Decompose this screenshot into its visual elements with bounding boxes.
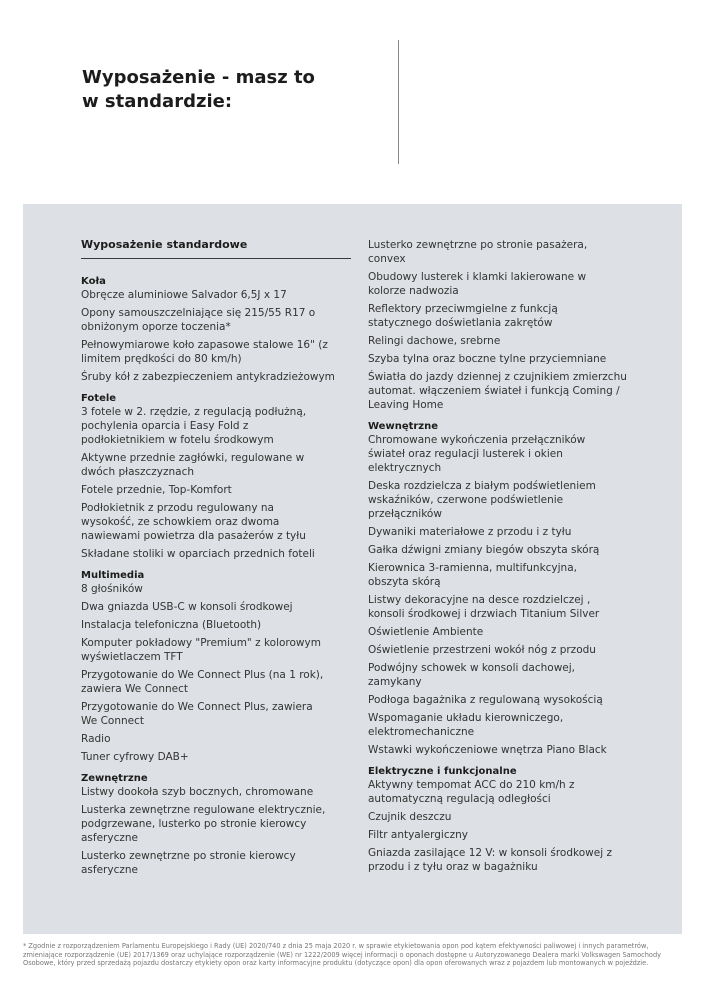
equipment-item-line: Filtr antyalergiczny bbox=[368, 829, 468, 841]
equipment-item-line: Gałka dźwigni zmiany biegów obszyta skórą bbox=[368, 544, 600, 556]
equipment-item-line: Śruby kół z zabezpieczeniem antykradzieżowym bbox=[81, 371, 335, 383]
equipment-section bbox=[81, 772, 351, 877]
equipment-item-line: wysokość, ze schowkiem oraz dwoma bbox=[81, 516, 280, 528]
equipment-item-line: Podłokietnik z przodu regulowany na bbox=[81, 502, 274, 514]
equipment-section bbox=[81, 569, 351, 764]
equipment-item bbox=[81, 618, 351, 632]
footnote: * Zgodnie z rozporządzeniem Parlamentu Europejskiego i Rady (UE) 2020/740 z dnia 25 maja 2020 r. w sprawie etykietowania opon pod kątem efektywności paliwowej i innych parametrów, zmieniające rozporządzenie (UE) 2017/1369 oraz uchylające rozporządzenie (WE) nr 1222/2009 więcej informacji o oponach dostępne u Autoryzowanego Dealera marki Volkswagen Samochody Osobowe, który przed sprzedażą pojazdu dostarczy etykiety opon oraz karty informacyjne produktu (dotyczące opon) dla opon oferowanych wraz z pojazdem lub montowanych w pojeździe. bbox=[23, 942, 662, 968]
equipment-item bbox=[368, 828, 638, 842]
equipment-item-line: świateł oraz regulacji lusterek i okien bbox=[368, 448, 563, 460]
equipment-item-line: Składane stoliki w oparciach przednich foteli bbox=[81, 548, 315, 560]
equipment-item-line: Światła do jazdy dziennej z czujnikiem zmierzchu bbox=[368, 371, 627, 383]
equipment-item-line: Reflektory przeciwmgielne z funkcją bbox=[368, 303, 558, 315]
equipment-item-line: Oświetlenie Ambiente bbox=[368, 626, 484, 638]
equipment-item-line: Lusterko zewnętrzne po stronie pasażera, bbox=[368, 239, 588, 251]
equipment-item bbox=[368, 593, 638, 621]
equipment-item bbox=[368, 743, 638, 757]
equipment-item-line: Obręcze aluminiowe Salvador 6,5J x 17 bbox=[81, 289, 287, 301]
equipment-item bbox=[81, 668, 351, 696]
equipment-item bbox=[81, 803, 351, 845]
equipment-item-line: wyświetlaczem TFT bbox=[81, 651, 183, 663]
equipment-section bbox=[81, 392, 351, 561]
equipment-item-line: 3 fotele w 2. rzędzie, z regulacją podłużną, bbox=[81, 406, 307, 418]
equipment-item bbox=[81, 501, 351, 543]
equipment-item-line: Deska rozdzielcza z białym podświetleniem bbox=[368, 480, 596, 492]
page-title bbox=[82, 66, 315, 114]
equipment-section-title: Zewnętrzne bbox=[81, 773, 148, 784]
equipment-item-line: Dwa gniazda USB-C w konsoli środkowej bbox=[81, 601, 293, 613]
equipment-item-line: Wstawki wykończeniowe wnętrza Piano Black bbox=[368, 744, 607, 756]
equipment-item-line: automat. włączeniem świateł i funkcją Coming / bbox=[368, 385, 620, 397]
equipment-item-line: Fotele przednie, Top-Komfort bbox=[81, 484, 232, 496]
equipment-item-line: Oświetlenie przestrzeni wokół nóg z przodu bbox=[368, 644, 596, 656]
equipment-item bbox=[368, 270, 638, 298]
equipment-item bbox=[368, 543, 638, 557]
equipment-item bbox=[368, 561, 638, 589]
equipment-item bbox=[368, 370, 638, 412]
equipment-item-line: We Connect bbox=[81, 715, 144, 727]
right-column bbox=[368, 238, 638, 878]
equipment-item-line: Aktywne przednie zagłówki, regulowane w bbox=[81, 452, 305, 464]
equipment-item-line: Chromowane wykończenia przełączników bbox=[368, 434, 586, 446]
equipment-section-title: Koła bbox=[81, 276, 106, 287]
equipment-item-line: Obudowy lusterek i klamki lakierowane w bbox=[368, 271, 587, 283]
equipment-item-line: kolorze nadwozia bbox=[368, 285, 459, 297]
equipment-item-line: wskaźników, czerwone podświetlenie bbox=[368, 494, 564, 506]
equipment-item-line: statycznego doświetlania zakrętów bbox=[368, 317, 553, 329]
equipment-item-line: dwóch płaszczyznach bbox=[81, 466, 195, 478]
equipment-item bbox=[368, 711, 638, 739]
equipment-item-line: nawiewami powietrza dla pasażerów z tyłu bbox=[81, 530, 306, 542]
equipment-item bbox=[81, 370, 351, 384]
equipment-item-line: pochylenia oparcia i Easy Fold z bbox=[81, 420, 249, 432]
equipment-item-line: convex bbox=[368, 253, 406, 265]
divider-line bbox=[398, 40, 399, 164]
equipment-item-line: Relingi dachowe, srebrne bbox=[368, 335, 501, 347]
equipment-item-line: Podłoga bagażnika z regulowaną wysokością bbox=[368, 694, 603, 706]
equipment-item bbox=[81, 451, 351, 479]
equipment-item-line: limitem prędkości do 80 km/h) bbox=[81, 353, 242, 365]
equipment-item-line: obniżonym oporze toczenia* bbox=[81, 321, 231, 333]
equipment-item bbox=[81, 582, 351, 596]
equipment-item bbox=[81, 785, 351, 799]
equipment-item bbox=[368, 846, 638, 874]
equipment-item bbox=[81, 405, 351, 447]
equipment-section-title: Multimedia bbox=[81, 570, 145, 581]
equipment-item-line: automatyczną regulacją odległości bbox=[368, 793, 551, 805]
equipment-item-line: Wspomaganie układu kierowniczego, bbox=[368, 712, 564, 724]
equipment-item-line: elektromechaniczne bbox=[368, 726, 475, 738]
equipment-item-line: asferyczne bbox=[81, 832, 138, 844]
equipment-section bbox=[368, 420, 638, 757]
page-title-line: Wyposażenie - masz to bbox=[82, 67, 315, 88]
page-title-line: w standardzie: bbox=[82, 91, 233, 112]
equipment-item-line: Lusterka zewnętrzne regulowane elektrycznie, bbox=[81, 804, 326, 816]
equipment-item-line: zawiera We Connect bbox=[81, 683, 188, 695]
equipment-item-line: Lusterko zewnętrzne po stronie kierowcy bbox=[81, 850, 296, 862]
equipment-item bbox=[81, 750, 351, 764]
equipment-item-line: Szyba tylna oraz boczne tylne przyciemniane bbox=[368, 353, 607, 365]
equipment-section-title: Wewnętrzne bbox=[368, 421, 439, 432]
equipment-item-line: Listwy dekoracyjne na desce rozdzielczej , bbox=[368, 594, 591, 606]
equipment-item bbox=[368, 334, 638, 348]
equipment-item-line: Tuner cyfrowy DAB+ bbox=[81, 751, 189, 763]
equipment-item bbox=[368, 625, 638, 639]
equipment-item-line: przodu i z tyłu oraz w bagażniku bbox=[368, 861, 538, 873]
equipment-item-line: konsoli środkowej i drzwiach Titanium Silver bbox=[368, 608, 600, 620]
equipment-item bbox=[368, 352, 638, 366]
equipment-item-line: Gniazda zasilające 12 V: w konsoli środkowej z bbox=[368, 847, 612, 859]
equipment-item-line: 8 głośników bbox=[81, 583, 143, 595]
equipment-item-line: zamykany bbox=[368, 676, 422, 688]
equipment-item bbox=[81, 483, 351, 497]
equipment-item bbox=[81, 700, 351, 728]
equipment-item-line: Instalacja telefoniczna (Bluetooth) bbox=[81, 619, 262, 631]
equipment-item-line: obszyta skórą bbox=[368, 576, 441, 588]
equipment-item-line: Przygotowanie do We Connect Plus (na 1 rok), bbox=[81, 669, 324, 681]
equipment-item-line: Opony samouszczelniające się 215/55 R17 o bbox=[81, 307, 316, 319]
equipment-item bbox=[81, 288, 351, 302]
equipment-item-line: Kierownica 3-ramienna, multifunkcyjna, bbox=[368, 562, 577, 574]
equipment-item bbox=[368, 525, 638, 539]
equipment-item bbox=[81, 849, 351, 877]
equipment-item bbox=[368, 433, 638, 475]
equipment-item-line: asferyczne bbox=[81, 864, 138, 876]
equipment-item bbox=[81, 547, 351, 561]
equipment-section-title: Fotele bbox=[81, 393, 117, 404]
equipment-item bbox=[81, 600, 351, 614]
equipment-item-line: Aktywny tempomat ACC do 210 km/h z bbox=[368, 779, 575, 791]
equipment-item bbox=[81, 732, 351, 746]
equipment-item-line: Przygotowanie do We Connect Plus, zawiera bbox=[81, 701, 313, 713]
equipment-item bbox=[368, 778, 638, 806]
equipment-item bbox=[368, 238, 638, 266]
equipment-item bbox=[81, 306, 351, 334]
left-column bbox=[81, 238, 351, 881]
equipment-item bbox=[368, 810, 638, 824]
equipment-item bbox=[368, 302, 638, 330]
equipment-item-line: Komputer pokładowy "Premium" z kolorowym bbox=[81, 637, 321, 649]
equipment-item bbox=[368, 661, 638, 689]
equipment-item bbox=[368, 479, 638, 521]
equipment-section bbox=[368, 238, 638, 412]
equipment-item-line: Leaving Home bbox=[368, 399, 444, 411]
equipment-item-line: elektrycznych bbox=[368, 462, 442, 474]
equipment-item bbox=[81, 338, 351, 366]
equipment-item-line: Podwójny schowek w konsoli dachowej, bbox=[368, 662, 576, 674]
equipment-item-line: przełączników bbox=[368, 508, 442, 520]
equipment-item bbox=[368, 693, 638, 707]
standard-equipment-panel bbox=[23, 204, 682, 934]
equipment-section-title: Elektryczne i funkcjonalne bbox=[368, 766, 517, 777]
equipment-item bbox=[81, 636, 351, 664]
equipment-section bbox=[81, 275, 351, 384]
equipment-section bbox=[368, 765, 638, 874]
equipment-item-line: Dywaniki materiałowe z przodu i z tyłu bbox=[368, 526, 572, 538]
equipment-item-line: podłokietnikiem w fotelu środkowym bbox=[81, 434, 274, 446]
equipment-item-line: Czujnik deszczu bbox=[368, 811, 452, 823]
equipment-item-line: Pełnowymiarowe koło zapasowe stalowe 16" (z bbox=[81, 339, 328, 351]
equipment-item-line: Radio bbox=[81, 733, 111, 745]
equipment-item bbox=[368, 643, 638, 657]
section-heading: Wyposażenie standardowe bbox=[81, 238, 351, 259]
equipment-item-line: podgrzewane, lusterko po stronie kierowcy bbox=[81, 818, 307, 830]
equipment-item-line: Listwy dookoła szyb bocznych, chromowane bbox=[81, 786, 314, 798]
